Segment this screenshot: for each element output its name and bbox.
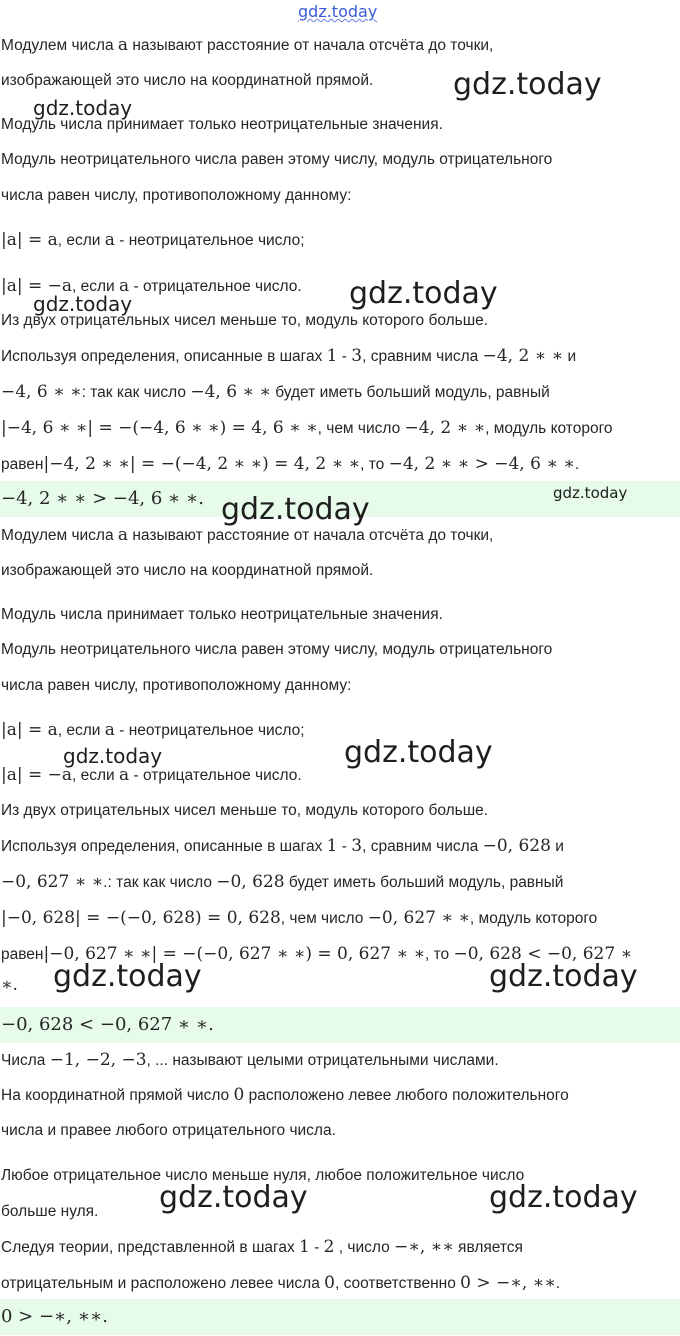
watermark: gdz.today [349, 276, 498, 311]
text-line: Следуя теории, представленной в шагах 1 - 2 , число −∗, ∗∗ является [1, 1237, 523, 1257]
text-line: Модулем числа a называют расстояние от начала отсчёта до точки, [1, 35, 494, 55]
text-line: |−4, 6 ∗ ∗| = −(−4, 6 ∗ ∗) = 4, 6 ∗ ∗, чем число −4, 2 ∗ ∗, модуль которого [1, 418, 613, 438]
text-line: Модуль неотрицательного числа равен этому числу, модуль отрицательного [1, 151, 553, 168]
text-line: |−0, 628| = −(−0, 628) = 0, 628, чем число −0, 627 ∗ ∗, модуль которого [1, 908, 598, 928]
watermark: gdz.today [221, 492, 370, 527]
text-line: Используя определения, описанные в шагах 1 - 3, сравним числа −0, 628 и [1, 836, 564, 856]
header-watermark: gdz.today [298, 2, 378, 21]
answer-box: −0, 628 < −0, 627 ∗ ∗. [0, 1007, 680, 1043]
text-line: Модуль числа принимает только неотрицательные значения. [1, 606, 443, 623]
text-line: равен|−4, 2 ∗ ∗| = −(−4, 2 ∗ ∗) = 4, 2 ∗ ∗, то −4, 2 ∗ ∗ > −4, 6 ∗ ∗. [1, 454, 580, 474]
text-line: Модуль неотрицательного числа равен этому числу, модуль отрицательного [1, 641, 553, 658]
answer-box: 0 > −∗, ∗∗. [0, 1299, 680, 1335]
watermark: gdz.today [159, 1180, 308, 1215]
watermark: gdz.today [63, 744, 163, 768]
text-line: Числа −1, −2, −3, ... называют целыми отрицательными числами. [1, 1050, 499, 1070]
text-line: больше нуля. [1, 1203, 99, 1220]
text-line: изображающей это число на координатной прямой. [1, 72, 374, 89]
watermark: gdz.today [33, 96, 133, 120]
watermark: gdz.today [489, 959, 638, 994]
formula-line: |a| = a, если a - неотрицательное число; [1, 720, 305, 740]
text-line: ∗. [1, 975, 18, 995]
formula-line: |a| = −a, если a - отрицательное число. [1, 276, 302, 296]
text-line: числа и правее любого отрицательного числа. [1, 1122, 336, 1139]
text-line: Любое отрицательное число меньше нуля, любое положительное число [1, 1167, 525, 1184]
text-line: Из двух отрицательных чисел меньше то, модуль которого больше. [1, 802, 489, 819]
watermark: gdz.today [553, 484, 628, 502]
watermark: gdz.today [33, 292, 133, 316]
text-line: Модуль числа принимает только неотрицательные значения. [1, 116, 443, 133]
watermark: gdz.today [53, 959, 202, 994]
text-line: На координатной прямой число 0 расположено левее любого положительного [1, 1085, 569, 1105]
answer-box: −4, 2 ∗ ∗ > −4, 6 ∗ ∗. [0, 481, 680, 517]
text-line: изображающей это число на координатной прямой. [1, 562, 374, 579]
text-line: Из двух отрицательных чисел меньше то, модуль которого больше. [1, 312, 489, 329]
watermark: gdz.today [489, 1180, 638, 1215]
formula-line: |a| = −a, если a - отрицательное число. [1, 765, 302, 785]
text-line: −0, 627 ∗ ∗.: так как число −0, 628 будет иметь больший модуль, равный [1, 872, 564, 892]
text-line: числа равен числу, противоположному данному: [1, 677, 352, 694]
text-line: равен|−0, 627 ∗ ∗| = −(−0, 627 ∗ ∗) = 0, 627 ∗ ∗, то −0, 628 < −0, 627 ∗ [1, 944, 633, 964]
watermark: gdz.today [453, 67, 602, 102]
text-line: −4, 6 ∗ ∗: так как число −4, 6 ∗ ∗ будет иметь больший модуль, равный [1, 382, 550, 402]
text-line: отрицательным и расположено левее числа 0, соответственно 0 > −∗, ∗∗. [1, 1273, 561, 1293]
formula-line: |a| = a, если a - неотрицательное число; [1, 230, 305, 250]
text-line: Модулем числа a называют расстояние от начала отсчёта до точки, [1, 525, 494, 545]
text-line: числа равен числу, противоположному данному: [1, 187, 352, 204]
watermark: gdz.today [344, 735, 493, 770]
text-line: Используя определения, описанные в шагах 1 - 3, сравним числа −4, 2 ∗ ∗ и [1, 346, 577, 366]
